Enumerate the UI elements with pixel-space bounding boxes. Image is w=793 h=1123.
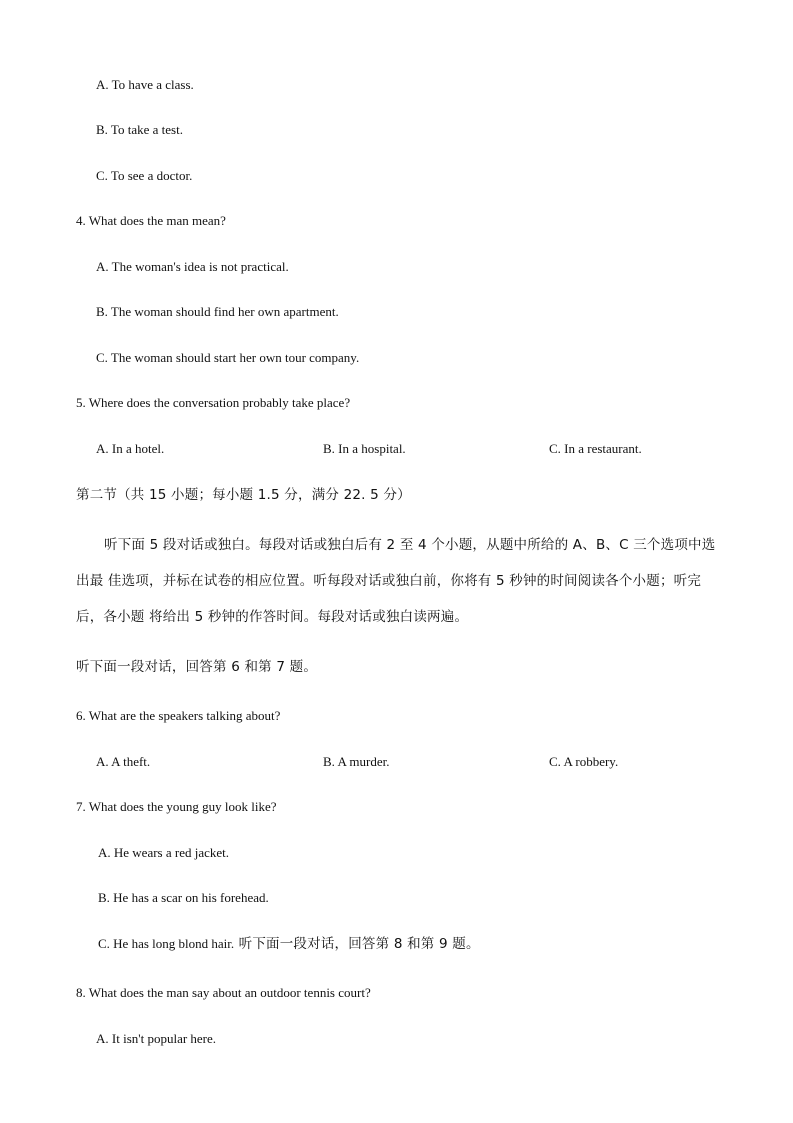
section2-instructions-line3: 后，各小题 将给出 5 秒钟的作答时间。每段对话或独白读两遍。 bbox=[76, 609, 469, 625]
q6-question: 6. What are the speakers talking about? bbox=[76, 708, 281, 723]
q6-option-a: A. A theft. bbox=[96, 754, 151, 769]
q7-option-a: A. He wears a red jacket. bbox=[98, 845, 230, 860]
q7-question: 7. What does the young guy look like? bbox=[76, 799, 277, 814]
q5-question: 5. Where does the conversation probably take place? bbox=[76, 395, 351, 410]
q4-question: 4. What does the man mean? bbox=[76, 213, 226, 228]
q3-option-a: A. To have a class. bbox=[96, 77, 194, 92]
q6-option-c: C. A robbery. bbox=[549, 754, 619, 769]
q3-option-b: B. To take a test. bbox=[96, 122, 183, 137]
q8-option-a: A. It isn't popular here. bbox=[96, 1031, 217, 1046]
q5-option-c: C. In a restaurant. bbox=[549, 441, 642, 456]
q4-option-b: B. The woman should find her own apartment. bbox=[96, 304, 339, 319]
section2-instructions-line1: 听下面 5 段对话或独白。每段对话或独白后有 2 至 4 个小题，从题中所给的 A、B、C 三个选项中选 bbox=[104, 537, 716, 553]
q7-option-c-line bbox=[98, 936, 480, 952]
q6-option-b: B. A murder. bbox=[323, 754, 390, 769]
passage1-instruction: 听下面一段对话，回答第 6 和第 7 题。 bbox=[76, 659, 318, 675]
q4-option-a: A. The woman's idea is not practical. bbox=[96, 259, 289, 274]
q3-option-c: C. To see a doctor. bbox=[96, 168, 193, 183]
q5-option-a: A. In a hotel. bbox=[96, 441, 165, 456]
q7-option-b: B. He has a scar on his forehead. bbox=[98, 890, 269, 905]
passage2-instruction: 听下面一段对话，回答第 8 和第 9 题。 bbox=[234, 936, 480, 952]
q8-question: 8. What does the man say about an outdoor tennis court? bbox=[76, 985, 371, 1000]
q4-option-c: C. The woman should start her own tour company. bbox=[96, 350, 360, 365]
q5-option-b: B. In a hospital. bbox=[323, 441, 406, 456]
q7-option-c: C. He has long blond hair. bbox=[98, 936, 235, 951]
section2-heading: 第二节（共 15 小题；每小题 1.5 分，满分 22. 5 分） bbox=[76, 487, 411, 503]
section2-instructions-line2: 出最 佳选项，并标在试卷的相应位置。听每段对话或独白前，你将有 5 秒钟的时间阅读各个小题；听完 bbox=[76, 573, 702, 589]
